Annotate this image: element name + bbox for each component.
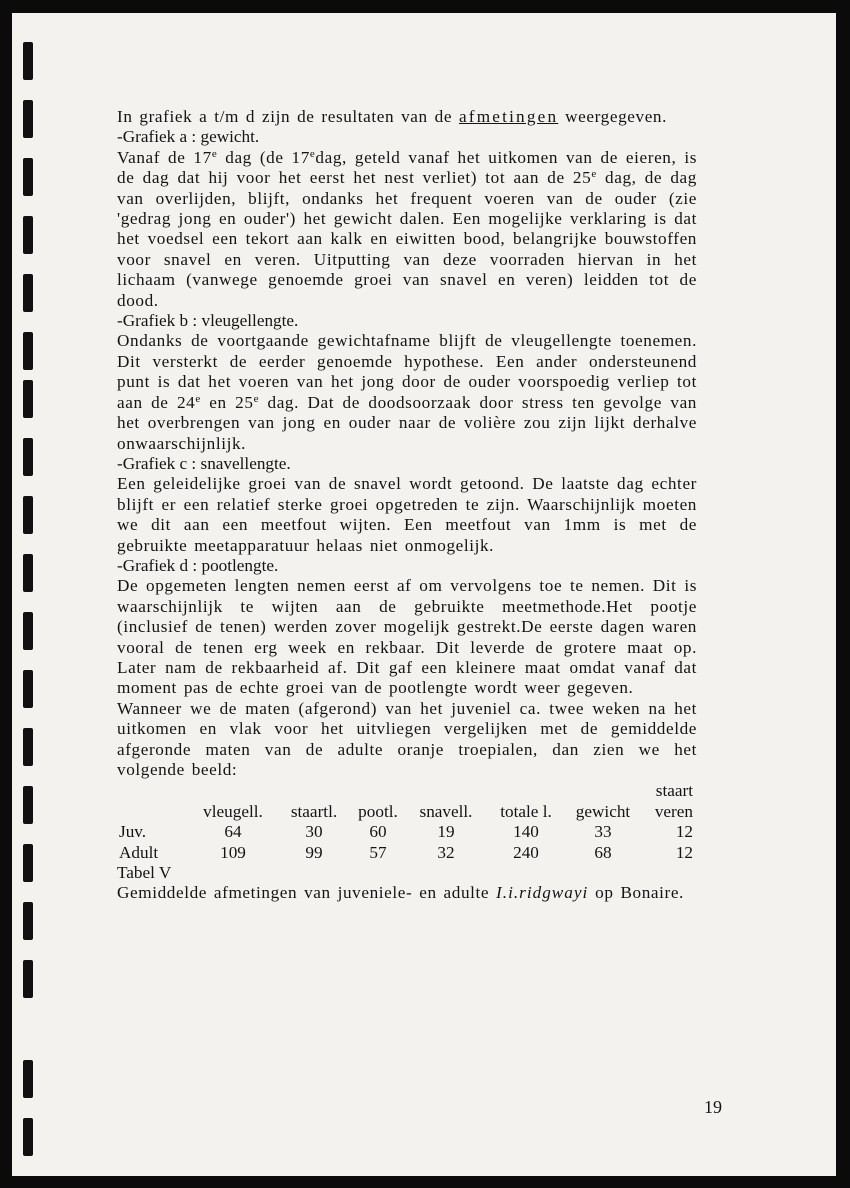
column-header: gewicht [575,801,631,821]
binder-hole [23,42,33,80]
intro-text: In grafiek a t/m d zijn de resultaten van de [117,107,459,126]
paragraph-grafiek-c: Een geleidelijke groei van de snavel wordt getoond. De laatste dag echter blijft er een relatief sterke groei opgetreden te zijn. Waarschijnlijk moeten we dit aan een meetfout wijten. Een meetfout van 1mm is met de gebruikte meetapparatuur helaas niet onmogelijk. [117,474,697,555]
binder-hole [23,380,33,418]
binder-hole [23,496,33,534]
table-cell: 140 [513,822,539,842]
table-cell: 109 [220,842,246,862]
table-cell: 60 [369,822,387,842]
table-cell: 57 [369,842,387,862]
underlined-term: afmetingen [458,107,559,126]
heading-grafiek-a: -Grafiek a : gewicht. [117,127,260,147]
binder-hole [23,670,33,708]
page-number: 19 [704,1097,722,1117]
binder-hole [23,438,33,476]
heading-grafiek-d: -Grafiek d : pootlengte. [117,555,279,575]
binder-hole [23,332,33,370]
row-label: Adult [119,842,159,862]
heading-grafiek-c: -Grafiek c : snavellengte. [117,453,291,473]
table-header-row-top [117,781,697,801]
table-cell: 32 [437,842,455,862]
measurements-table [117,781,697,863]
table-cell: 99 [305,842,323,862]
binder-hole [23,612,33,650]
column-header: vleugell. [203,801,263,821]
column-header: pootl. [358,801,398,821]
row-label: Juv. [119,822,147,842]
column-header: staartl. [290,801,338,821]
table-cell: 12 [675,822,693,842]
binder-hole [23,216,33,254]
table-cell: 68 [594,842,612,862]
table-row [117,822,697,842]
table-row [117,843,697,863]
intro-paragraph [117,107,697,127]
binder-hole [23,728,33,766]
table-cell: 33 [594,822,612,842]
intro-text-end: weergegeven. [565,107,668,126]
table-header-row [117,802,697,822]
binder-hole [23,786,33,824]
paragraph-grafiek-d: De opgemeten lengten nemen eerst af om vervolgens toe te nemen. Dit is waarschijnlijk te wijten aan de gebruikte meetmethode.Het pootje (inclusief de tenen) werden zover mogelijk gestrekt.De eerste dagen waren vooral de tenen erg week en rekbaar. Dit leverde de grotere maat op. Later nam de rekbaarheid af. Dit gaf een kleinere maat omdat vanaf dat moment pas de echte groei van de pootlengte wordt weer gegeven. [117,576,697,698]
table-cell: 30 [305,822,323,842]
column-header-veren: veren [654,801,693,821]
binder-hole [23,1118,33,1156]
binder-hole [23,844,33,882]
table-caption-title: Tabel V [117,863,172,883]
table-cell: 64 [224,822,242,842]
column-header-staart: staart [655,781,693,801]
paragraph-grafiek-b: Ondanks de voortgaande gewichtafname blijft de vleugellengte toenemen. Dit versterkt de eerder genoemde hypothese. Een ander ondersteunend punt is dat het voeren van het jong door de ouder voorspoedig verliep tot aan de 24e en 25e dag. Dat de doodsoorzaak door stress ten gevolge van het overbrengen van jong en ouder naar de volière zou zijn lijkt derhalve onwaarschijnlijk. [117,331,697,453]
column-header: snavell. [419,801,473,821]
table-caption: Gemiddelde afmetingen van juveniele- en adulte I.i.ridgwayi op Bonaire. [117,883,684,903]
table-cell: 19 [437,822,455,842]
binder-hole [23,554,33,592]
binder-hole [23,960,33,998]
body-text [117,107,697,904]
heading-grafiek-b: -Grafiek b : vleugellengte. [117,311,299,331]
paragraph-comparison: Wanneer we de maten (afgerond) van het juveniel ca. twee weken na het uitkomen en vlak voor het uitvliegen vergelijken met de gemiddelde afgeronde maten van de adulte oranje troepialen, dan zien we het volgende beeld: [117,698,697,779]
species-name: I.i.ridgwayi [496,883,589,903]
binder-hole [23,1060,33,1098]
binder-hole [23,158,33,196]
binder-hole [23,902,33,940]
column-header: totale l. [500,801,552,821]
binder-hole [23,274,33,312]
binder-hole [23,100,33,138]
table-cell: 12 [675,842,693,862]
paragraph-grafiek-a: Vanaf de 17e dag (de 17edag, geteld vanaf het uitkomen van de eieren, is de dag dat hij voor het eerst het nest verliet) tot aan de 25e dag, de dag van overlijden, blijft, ondanks het frequent voeren van de ouder (zie 'gedrag jong en ouder') het gewicht dalen. Een mogelijke verklaring is dat het voedsel een tekort aan kalk en eiwitten bood, belangrijke bouwstoffen voor snavel en veren. Uitputting van deze voorraden hiervan in het lichaam (vanwege genoemde groei van snavel en veren) leidden tot de dood. [117,147,698,310]
table-cell: 240 [513,842,539,862]
